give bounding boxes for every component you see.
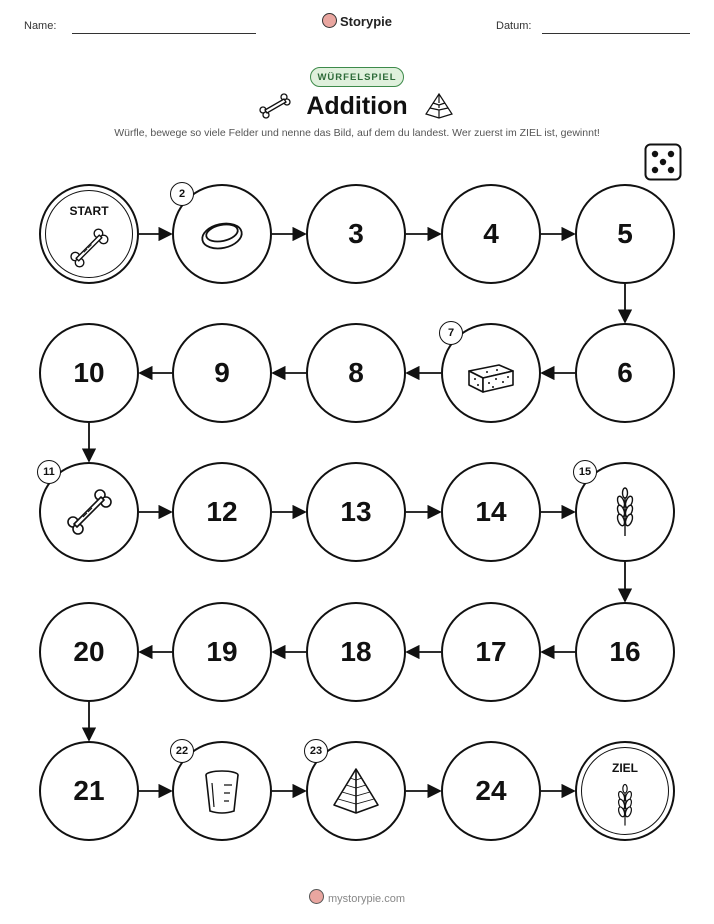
space-number: 20: [73, 636, 105, 667]
start-label: START: [69, 204, 109, 218]
pyramid-icon: [328, 763, 384, 819]
footer: [0, 889, 714, 905]
sponge-icon: [463, 345, 519, 401]
board-space-10: [39, 323, 139, 423]
board-space-5: [575, 184, 675, 284]
board-space-13: [306, 462, 406, 562]
space-number: 5: [617, 218, 633, 249]
board-space-1: [39, 184, 139, 284]
space-number: 13: [340, 496, 372, 527]
space-number-badge: 15: [573, 460, 597, 484]
space-number: 16: [609, 636, 641, 667]
board-space-12: [172, 462, 272, 562]
space-number: 8: [348, 357, 364, 388]
instructions: Würfle, bewege so viele Felder und nenne das Bild, auf dem du landest. Wer zuerst im ZIEL ist, gewinnt!: [114, 127, 600, 139]
space-number: 19: [206, 636, 238, 667]
space-number: 18: [340, 636, 372, 667]
board-space-24: [441, 741, 541, 841]
board-space-11: [39, 462, 139, 562]
board-space-16: [575, 602, 675, 702]
space-number-badge: 7: [439, 321, 463, 345]
space-number: 14: [475, 496, 507, 527]
wheat-icon: [601, 781, 649, 829]
board-space-7: [441, 323, 541, 423]
board-space-14: [441, 462, 541, 562]
space-number: 6: [617, 357, 633, 388]
board-space-18: [306, 602, 406, 702]
storypie-logo-icon: [309, 889, 324, 904]
space-number: 3: [348, 218, 364, 249]
board-space-20: [39, 602, 139, 702]
board-space-9: [172, 323, 272, 423]
wheat-icon: [597, 484, 653, 540]
space-number-badge: 23: [304, 739, 328, 763]
bone-icon: [65, 224, 113, 272]
space-number-badge: 22: [170, 739, 194, 763]
board-space-6: [575, 323, 675, 423]
brand-name: Storypie: [339, 14, 392, 29]
board-space-15: [575, 462, 675, 562]
game-badge: WÜRFELSPIEL: [310, 67, 404, 87]
space-number-badge: 11: [37, 460, 61, 484]
space-number: 17: [475, 636, 507, 667]
board-space-8: [306, 323, 406, 423]
space-number: 4: [483, 218, 499, 249]
measuring-cup-icon: [194, 763, 250, 819]
space-number-badge: 2: [170, 182, 194, 206]
space-number: 9: [214, 357, 230, 388]
soap-icon: [194, 206, 250, 262]
board-space-25: [575, 741, 675, 841]
name-label: Name:: [24, 20, 57, 32]
bone-icon: [61, 484, 117, 540]
board-space-3: [306, 184, 406, 284]
space-number: 21: [73, 775, 105, 806]
space-number: 10: [73, 357, 105, 388]
space-number: 24: [475, 775, 507, 806]
board-space-22: [172, 741, 272, 841]
footer-url[interactable]: mystorypie.com: [327, 893, 406, 905]
board-space-4: [441, 184, 541, 284]
board-space-23: [306, 741, 406, 841]
goal-label: ZIEL: [612, 761, 638, 775]
space-number: 12: [206, 496, 238, 527]
board-space-2: [172, 184, 272, 284]
board-space-17: [441, 602, 541, 702]
board-space-21: [39, 741, 139, 841]
page-title: Addition: [306, 92, 408, 120]
board-space-19: [172, 602, 272, 702]
date-label: Datum:: [496, 20, 532, 32]
